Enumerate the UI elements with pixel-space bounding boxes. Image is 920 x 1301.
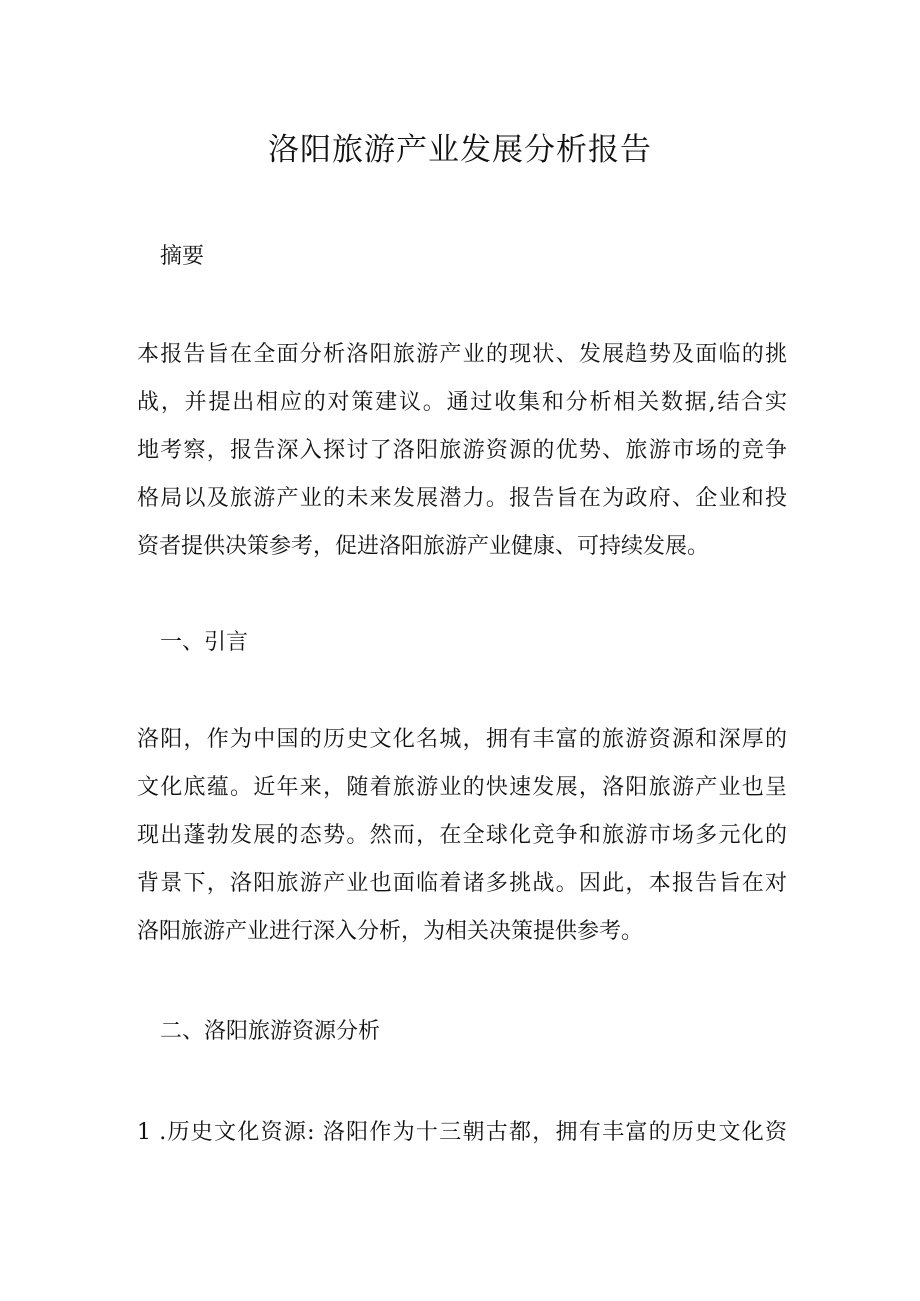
- introduction-line: 洛阳，作为中国的历史文化名城，拥有丰富的旅游资源和深厚的: [137, 727, 787, 752]
- abstract-heading: 摘要: [160, 244, 205, 269]
- abstract-line: 地考察，报告深入探讨了洛阳旅游资源的优势、旅游市场的竞争: [137, 438, 787, 463]
- introduction-line: 文化底蕴。近年来，随着旅游业的快速发展，洛阳旅游产业也呈: [137, 775, 787, 800]
- introduction-paragraph: [137, 716, 787, 956]
- abstract-line: 本报告旨在全面分析洛阳旅游产业的现状、发展趋势及面临的挑: [137, 342, 787, 367]
- section2-heading: 二、洛阳旅游资源分析: [160, 1019, 381, 1044]
- document-title: 洛阳旅游产业发展分析报告: [268, 132, 652, 168]
- section1-heading: 一、引言: [160, 630, 249, 655]
- introduction-line: 现出蓬勃发展的态势。然而，在全球化竞争和旅游市场多元化的: [137, 823, 787, 848]
- introduction-line: 洛阳旅游产业进行深入分析，为相关决策提供参考。: [137, 919, 644, 944]
- resources-paragraph: [137, 1109, 787, 1157]
- abstract-line: 格局以及旅游产业的未来发展潜力。报告旨在为政府、企业和投: [137, 486, 787, 511]
- introduction-line: 背景下，洛阳旅游产业也面临着诸多挑战。因此，本报告旨在对: [137, 871, 787, 896]
- abstract-paragraph: [137, 331, 787, 571]
- abstract-line: 战，并提出相应的对策建议。通过收集和分析相关数据,结合实: [137, 390, 787, 415]
- abstract-line: 资者提供决策参考，促进洛阳旅游产业健康、可持续发展。: [137, 534, 710, 559]
- list-item-history-resources: 1 .历史文化资源: 洛阳作为十三朝古都，拥有丰富的历史文化资: [137, 1120, 787, 1145]
